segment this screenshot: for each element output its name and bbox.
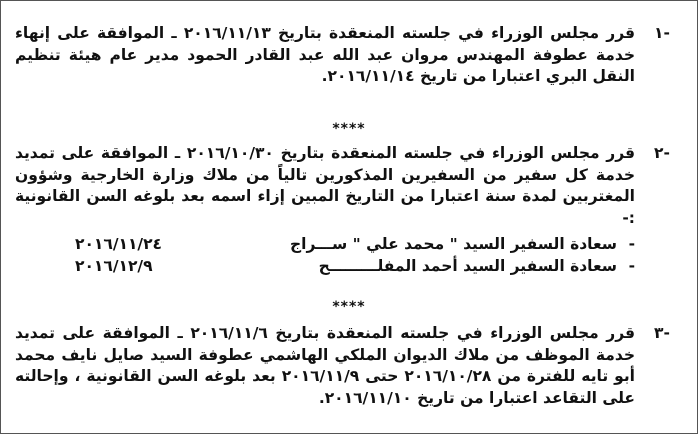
item-number: -١: [654, 24, 670, 42]
list-dash: -: [628, 257, 635, 275]
ambassador-date: ٢٠١٦/١١/٢٤: [75, 235, 163, 253]
ambassador-name: سعادة السفير السيد أحمد المفلـــــــــح: [318, 257, 617, 275]
decision-item-3: [15, 323, 675, 409]
decision-item-2: [15, 143, 675, 229]
ambassador-date: ٢٠١٦/١٢/٩: [75, 257, 153, 275]
separator-stars: ****: [332, 121, 366, 137]
decision-text: قرر مجلس الوزراء في جلسته المنعقدة بتاريخ ٢٠١٦/١١/١٣ ـ الموافقة على إنهاء خدمة عطوفة المهندس مروان عبد الله عبد القادر الحمود مدير عام هيئة تنظيم النقل البري اعتبارا من تاريخ ٢٠١٦/١١/١٤.: [15, 24, 635, 85]
item-number: -٢: [654, 144, 670, 162]
decision-text: قرر مجلس الوزراء في جلسته المنعقدة بتاريخ ٢٠١٦/١١/٦ ـ الموافقة على تمديد خدمة الموظف من ملاك الديوان الملكي الهاشمي عطوفة السيد صايل نايف محمد أبو تايه للفترة من ٢٠١٦/١٠/٢٨ حتى ٢٠١٦/١١/٩ بعد بلوغه السن القانونية ، وإحالته على التقاعد اعتبارا من تاريخ ٢٠١٦/١١/١٠.: [15, 324, 635, 407]
ambassador-row: [75, 233, 635, 255]
ambassador-list: [75, 233, 635, 277]
decision-item-1: [15, 23, 675, 88]
separator-stars: ****: [332, 299, 366, 315]
ambassador-name: سعادة السفير السيد " محمد علي " ســـراج: [289, 235, 617, 253]
decision-text: قرر مجلس الوزراء في جلسته المنعقدة بتاريخ ٢٠١٦/١٠/٣٠ ـ الموافقة على تمديد خدمة كل سفير من السفيرين المذكورين تالياً من ملاك وزارة الخارجية وشؤون المغتربين لمدة سنة اعتبارا من التاريخ المبين إزاء اسمه بعد بلوغه السن القانونية :-: [15, 144, 636, 227]
ambassador-row: [75, 255, 635, 277]
list-dash: -: [628, 235, 635, 253]
item-number: -٣: [654, 324, 670, 342]
